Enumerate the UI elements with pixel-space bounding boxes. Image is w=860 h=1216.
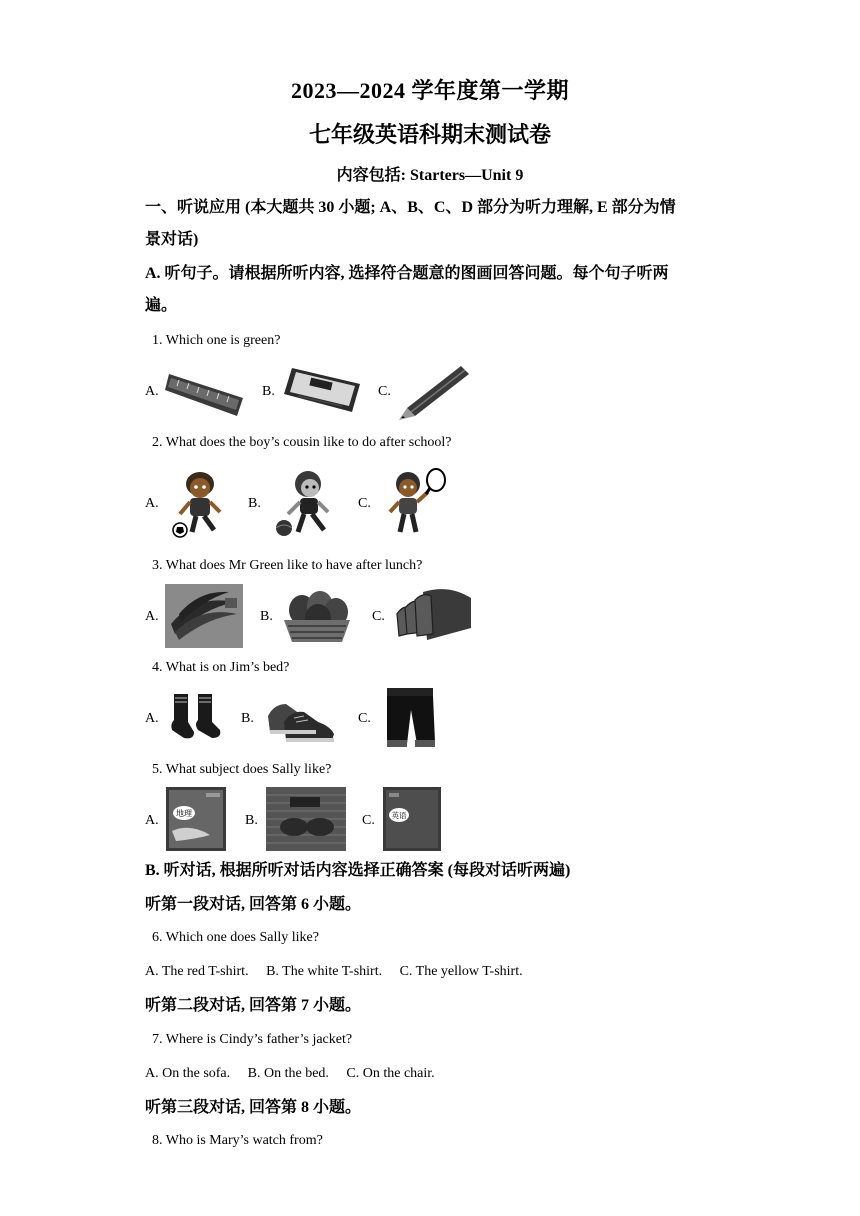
- question-5: 5. What subject does Sally like?: [152, 762, 332, 777]
- option-label-c: C.: [372, 609, 385, 624]
- question-1: 1. Which one is green?: [152, 333, 281, 348]
- sectionA-heading-line1: A. 听句子。请根据所听内容, 选择符合题意的图画回答问题。每个句子听两: [145, 265, 669, 282]
- option-label-b: B.: [248, 496, 261, 511]
- question-6-options: A. The red T-shirt. B. The white T-shirt. C. The yellow T-shirt.: [145, 964, 523, 979]
- bananas-icon: [165, 584, 243, 648]
- part1-heading-line1: 一、听说应用 (本大题共 30 小题; A、B、C、D 部分为听力理解, E 部分为情: [145, 199, 676, 216]
- option-label-c: C.: [358, 496, 371, 511]
- option-label-c: C.: [378, 384, 391, 399]
- sectionB-heading: B. 听对话, 根据所听对话内容选择正确答案 (每段对话听两遍): [145, 862, 571, 879]
- socks-icon: [168, 692, 226, 742]
- option-label-b: B.: [260, 609, 273, 624]
- question-2: 2. What does the boy’s cousin like to do after school?: [152, 435, 452, 450]
- boy-basketball-icon: [270, 468, 340, 538]
- bread-loaf-icon: [393, 584, 473, 646]
- option-label-c: C.: [358, 711, 371, 726]
- part1-heading: [145, 192, 725, 256]
- question-7-options: A. On the sofa. B. On the bed. C. On the chair.: [145, 1066, 435, 1081]
- scope-subtitle: 内容包括: Starters—Unit 9: [336, 167, 524, 184]
- option-label-a: A.: [145, 609, 159, 624]
- option-label-b: B.: [241, 711, 254, 726]
- boy-tennis-icon: [382, 468, 452, 538]
- english-book-title: 英语: [391, 811, 407, 820]
- question-8: 8. Who is Mary’s watch from?: [152, 1133, 323, 1148]
- question-7: 7. Where is Cindy’s father’s jacket?: [152, 1032, 353, 1047]
- geography-book-title: 地理: [176, 809, 192, 818]
- option-label-a: A.: [145, 711, 159, 726]
- option-label-a: A.: [145, 496, 159, 511]
- eggs-basket-icon: [280, 586, 355, 646]
- part1-heading-line2: 景对话): [145, 231, 199, 248]
- option-label-a: A.: [145, 813, 159, 828]
- question-3: 3. What does Mr Green like to have after lunch?: [152, 558, 423, 573]
- dialog-2-intro: 听第二段对话, 回答第 7 小题。: [145, 997, 362, 1014]
- ruler-icon: [165, 360, 245, 420]
- option-label-b: B.: [262, 384, 275, 399]
- history-book-icon: [266, 787, 346, 851]
- boy-football-icon: [168, 470, 238, 538]
- exam-title: 七年级英语科期末测试卷: [308, 122, 551, 147]
- sneakers-icon: [264, 690, 336, 744]
- option-label-a: A.: [145, 384, 159, 399]
- pencil-icon: [397, 360, 472, 420]
- option-label-c: C.: [362, 813, 375, 828]
- sectionA-heading-line2: 遍。: [145, 297, 178, 314]
- year-title: 2023—2024 学年度第一学期: [290, 78, 569, 103]
- sectionA-heading: [145, 258, 725, 322]
- dialog-1-intro: 听第一段对话, 回答第 6 小题。: [145, 896, 362, 913]
- dialog-3-intro: 听第三段对话, 回答第 8 小题。: [145, 1099, 362, 1116]
- eraser-icon: [282, 362, 362, 417]
- english-book-icon: [383, 787, 441, 851]
- option-label-b: B.: [245, 813, 258, 828]
- geography-book-icon: [166, 787, 226, 851]
- question-6: 6. Which one does Sally like?: [152, 930, 319, 945]
- trousers-icon: [383, 686, 437, 750]
- question-4: 4. What is on Jim’s bed?: [152, 660, 290, 675]
